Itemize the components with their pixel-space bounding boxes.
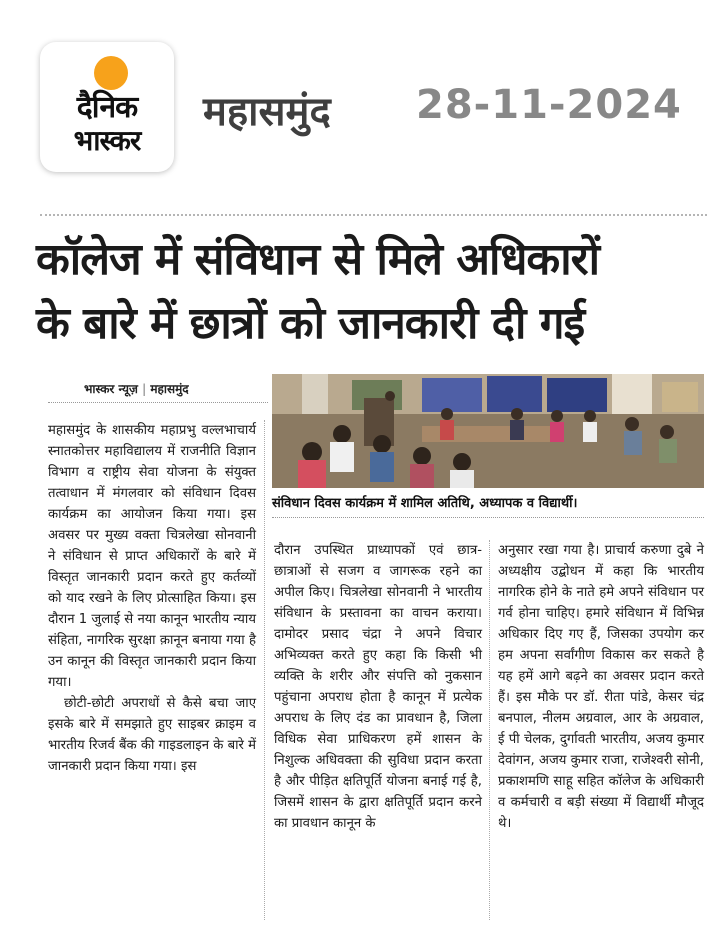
event-photo-illustration [272,374,704,488]
sun-icon [94,56,128,90]
column-divider-1 [264,420,265,920]
byline [84,380,189,397]
byline-divider [48,402,268,403]
photo-caption: संविधान दिवस कार्यक्रम में शामिल अतिथि, अध्यापक व विद्यार्थी। [272,496,578,511]
column3-text: अनुसार रखा गया है। प्राचार्य करुणा दुबे ने अध्यक्षीय उद्बोधन में कहा कि भारतीय नागरिक होने के नाते हमे अपने संविधान पर गर्व होना चाहिए। हमारे संविधान में विभिन्न अधिकार दिए गए हैं, जिसका उपयोग कर हम अपना सर्वांगीण विकास कर सकते है यह हमें आगे बढ़ने का अवसर प्रदान करते हैं। इस मौके पर डॉ. रीता पांडे, केसर चंद्र बनपाल, नीलम अग्रवाल, आर के अग्रवाल, ई पी चेलक, दुर्गावती भारतीय, अजय कुमार देवांगन, अजय कुमार राजा, राजेश्वरी सोनी, प्रकाशमणि साहू सहित कॉलेज के अधिकारी व कर्मचारी व बड़ी संख्या में विद्यार्थी मौजूद थे। [498,543,704,831]
logo-line1: दैनिक [76,90,138,125]
event-photo [272,374,704,488]
newspaper-logo [40,42,174,172]
header-divider [40,214,707,216]
column-divider-2 [489,540,490,920]
byline-source: भास्कर न्यूज़ [84,382,138,396]
column2-text: दौरान उपस्थित प्राध्यापकों एवं छात्र- छात्राओं से सजग व जागरूक रहने का अपील किए। चित्रलेखा सोनवानी ने भारतीय संविधान के प्रस्तावना का वाचन कराया। दामोदर प्रसाद चंद्रा ने अपने विचार अभिव्यक्त करते हुए कहा कि किसी भी व्यक्ति के शरीर और संपत्ति को नुकसान पहुंचाना अपराध होता है कानून में प्रत्येक अपराध के लिए दंड का प्रावधान है, जिला विधिक सेवा प्राधिकरण हमें शासन के निशुल्क अधिवक्ता की सुविधा प्रदान करता है और पीड़ित क्षतिपूर्ति योजना बनाई गई है, जिसमें शासन के द्वारा क्षतिपूर्ति प्रदान करने का प्रावधान कानून के [274,543,482,831]
article-column-2 [274,540,482,834]
edition-city: महासमुंद [203,89,331,135]
byline-separator: | [142,382,147,396]
headline-line1: कॉलेज में संविधान से मिले अधिकारों [36,234,599,285]
column1-paragraph1: महासमुंद के शासकीय महाप्रभु वल्लभाचार्य स्नातकोत्तर महाविद्यालय में राजनीति विज्ञान विभाग व राष्ट्रीय सेवा योजना के संयुक्त तत्वाधान में मंगलवार को संविधान दिवस कार्यक्रम का आयोजन किया गया। इस अवसर पर मुख्य वक्ता चित्रलेखा सोनवानी ने संविधान से प्राप्त अधिकारों के बारे में विस्तृत जानकारी प्रदान करते हुए कर्तव्यों को याद रखने के लिए प्रोत्साहित किया। इस दौरान 1 जुलाई से नया कानून भारतीय न्याय संहिता, नागरिक सुरक्षा क़ानून बनाया गया है उन कानून की विस्तृत जानकारी प्रदान किया गया। [48,423,256,690]
article-column-3 [498,540,704,834]
article-column-1 [48,420,256,777]
headline-line2: के बारे में छात्रों को जानकारी दी गई [36,298,585,349]
column1-paragraph2: छोटी-छोटी अपराधों से कैसे बचा जाए इसके बारे में समझाते हुए साइबर क्राइम व भारतीय रिजर्व बैंक की गाइडलाइन के बारे में जानकारी प्रदान किया गया। इस [48,696,257,774]
byline-place: महासमुंद [150,382,189,396]
edition-date: 28-11-2024 [416,82,682,128]
caption-divider [272,517,704,518]
logo-line2: भास्कर [73,124,141,157]
